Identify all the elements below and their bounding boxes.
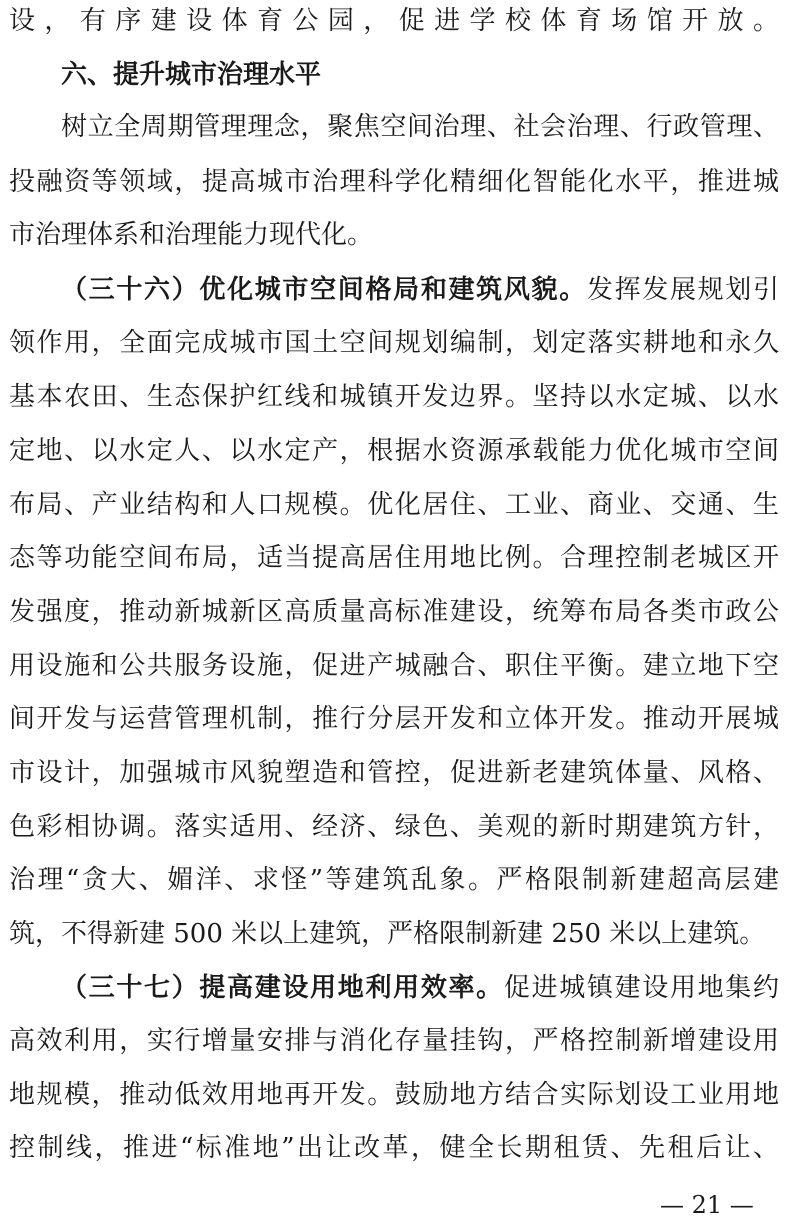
paragraph-line: 市治理体系和治理能力现代化。: [9, 220, 374, 250]
paragraph-line: 筑，不得新建 500 米以上建筑，严格限制新建 250 米以上建筑。: [9, 919, 766, 949]
paragraph-line: 间开发与运营管理机制，推行分层开发和立体开发。推动开展城: [9, 704, 779, 734]
paragraph-line: 发强度，推动新城新区高质量高标准建设，统筹布局各类市政公: [9, 597, 779, 627]
item-36-lead: （三十六）优化城市空间格局和建筑风貌。: [61, 275, 587, 305]
paragraph-line: 市设计，加强城市风貌塑造和管控，促进新老建筑体量、风格、: [9, 758, 779, 788]
page-number: — 21 —: [660, 1191, 754, 1219]
paragraph-line: [61, 968, 779, 1008]
paragraph-line: 领作用，全面完成城市国土空间规划编制，划定落实耕地和永久: [9, 328, 779, 358]
paragraph-line: 态等功能空间布局，适当提高居住用地比例。合理控制老城区开: [9, 543, 779, 573]
paragraph-line: 树立全周期管理理念，聚焦空间治理、社会治理、行政管理、: [61, 112, 779, 142]
paragraph-line: 控制线，推进“标准地”出让改革，健全长期租赁、先租后让、: [9, 1133, 779, 1163]
paragraph-line: 布局、产业结构和人口规模。优化居住、工业、商业、交通、生: [9, 490, 779, 520]
paragraph-line: 用设施和公共服务设施，促进产城融合、职住平衡。建立地下空: [9, 651, 779, 681]
section-heading: 六、提升城市治理水平: [61, 60, 322, 90]
paragraph-line: 治理“贪大、媚洋、求怪”等建筑乱象。严格限制新建超高层建: [9, 865, 779, 895]
item-37-text: 促进城镇建设用地集约: [503, 973, 779, 1003]
paragraph-line: 色彩相协调。落实适用、经济、绿色、美观的新时期建筑方针，: [9, 812, 779, 842]
paragraph-line: [61, 270, 779, 310]
paragraph-line: 投融资等领域，提高城市治理科学化精细化智能化水平，推进城: [9, 167, 779, 197]
paragraph-line: 地规模，推动低效用地再开发。鼓励地方结合实际划设工业用地: [9, 1080, 779, 1110]
paragraph-line: 高效利用，实行增量安排与消化存量挂钩，严格控制新增建设用: [9, 1026, 779, 1056]
paragraph-line: 基本农田、生态保护红线和城镇开发边界。坚持以水定城、以水: [9, 382, 779, 412]
item-37-lead: （三十七）提高建设用地利用效率。: [61, 973, 504, 1003]
paragraph-line: 定地、以水定人、以水定产，根据水资源承载能力优化城市空间: [9, 436, 779, 466]
item-36-text: 发挥发展规划引: [586, 275, 779, 305]
paragraph-line: 设，有序建设体育公园，促进学校体育场馆开放。: [9, 6, 779, 36]
